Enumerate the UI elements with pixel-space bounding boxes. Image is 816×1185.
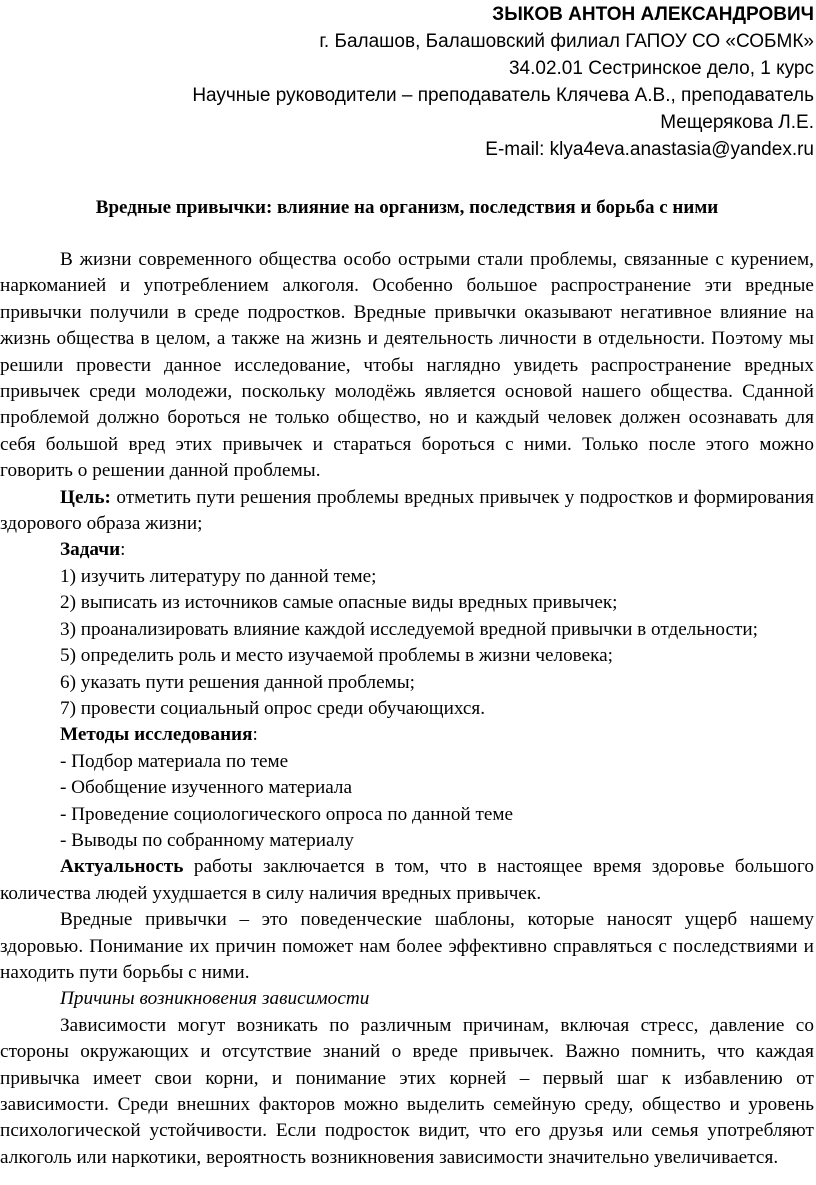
intro-paragraph: В жизни современного общества особо острыми стали проблемы, связанные с курением, наркоманией и употреблением алкоголя. Особенно большое распространение эти вредные привычки получили в среде подростков. Вредные привычки оказывают негативное влияние на жизнь общества в целом, а также на жизнь и деятельность личности в отдельности. Поэтому мы решили провести данное исследование, чтобы наглядно увидеть распространение вредных привычек среди молодежи, поскольку молодёжь является основой нашего общества. Сданной проблемой должно бороться не только общество, но и каждый человек должен осознавать для себя большой вред этих привычек и стараться бороться с ними. Только после этого можно говорить о решении данной проблемы.: [0, 249, 814, 482]
method-item: - Проведение социологического опроса по данной теме: [60, 803, 514, 825]
author-name: ЗЫКОВ АНТОН АЛЕКСАНДРОВИЧ: [492, 4, 814, 25]
supervisors: Научные руководители – преподаватель Клячева А.В., преподаватель Мещерякова Л.Е.: [192, 85, 814, 133]
email: E-mail: klya4eva.anastasia@yandex.ru: [485, 139, 814, 160]
task-item: 7) провести социальный опрос среди обучающихся.: [60, 697, 486, 719]
task-item: 1) изучить литературу по данной теме;: [60, 565, 377, 587]
relevance-text: работы заключается в том, что в настоящее время здоровье большого количества людей ухудшается в силу наличия вредных привычек.: [0, 856, 814, 904]
paper-title: Вредные привычки: влияние на организм, последствия и борьба с ними: [95, 197, 719, 218]
task-item: 6) указать пути решения данной проблемы;: [60, 671, 415, 693]
goal-text: отметить пути решения проблемы вредных привычек у подростков и формирования здорового образа жизни;: [0, 486, 814, 535]
method-item: - Подбор материала по теме: [60, 750, 289, 772]
document-page: [0, 1, 816, 1185]
relevance-label: Актуальность: [60, 856, 184, 878]
course: 34.02.01 Сестринское дело, 1 курс: [508, 58, 814, 79]
tasks-label: Задачи: [60, 539, 121, 561]
institution: г. Балашов, Балашовский филиал ГАПОУ СО «СОБМК»: [319, 31, 814, 52]
paper-body: [0, 247, 814, 1171]
methods-label: Методы исследования: [60, 724, 253, 746]
method-item: - Выводы по собранному материалу: [60, 829, 354, 851]
causes-paragraph: Зависимости могут возникать по различным причинам, включая стресс, давление со стороны окружающих и отсутствие знаний о вреде привычек. Важно помнить, что каждая привычка имеет свои корни, и понимание этих корней – первый шаг к избавлению от зависимости. Среди внешних факторов можно выделить семейную среду, общество и уровень психологической устойчивости. Если подросток видит, что его друзья или семья употребляют алкоголь или наркотики, вероятность возникновения зависимости значительно увеличивается.: [0, 1014, 814, 1168]
tasks-heading: Задачи:: [60, 539, 126, 561]
task-item: 5) определить роль и место изучаемой проблемы в жизни человека;: [60, 645, 614, 667]
definition-paragraph: Вредные привычки – это поведенческие шаблоны, которые наносят ущерб нашему здоровью. Понимание их причин поможет нам более эффективно справляться с последствиями и находить пути борьбы с ними.: [0, 909, 814, 983]
methods-heading: Методы исследования:: [60, 724, 258, 746]
method-item: - Обобщение изученного материала: [60, 777, 352, 799]
causes-heading: Причины возникновения зависимости: [60, 988, 370, 1010]
task-item: 3) проанализировать влияние каждой исследуемой вредной привычки в отдельности;: [60, 618, 758, 640]
goal-label: Цель:: [60, 486, 111, 508]
task-item: 2) выписать из источников самые опасные виды вредных привычек;: [60, 592, 618, 614]
relevance-paragraph: [0, 854, 814, 907]
goal-paragraph: [0, 485, 814, 538]
